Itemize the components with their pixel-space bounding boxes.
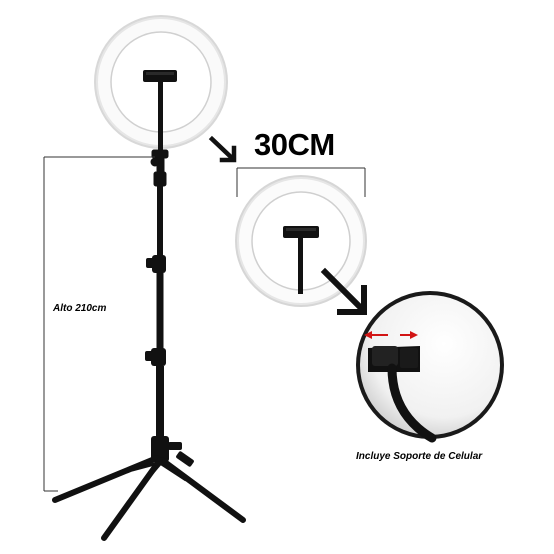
arrow-down-right-icon bbox=[212, 139, 234, 160]
phone-holder-detail bbox=[356, 291, 504, 439]
secondary-ring-light bbox=[235, 175, 367, 307]
height-dimension-line bbox=[44, 157, 155, 491]
height-label: Alto 210cm bbox=[53, 303, 107, 314]
ring-size-label: 30CM bbox=[254, 127, 335, 162]
phone-holder-caption: Incluye Soporte de Celular bbox=[356, 451, 483, 462]
tripod-stand bbox=[55, 150, 243, 538]
